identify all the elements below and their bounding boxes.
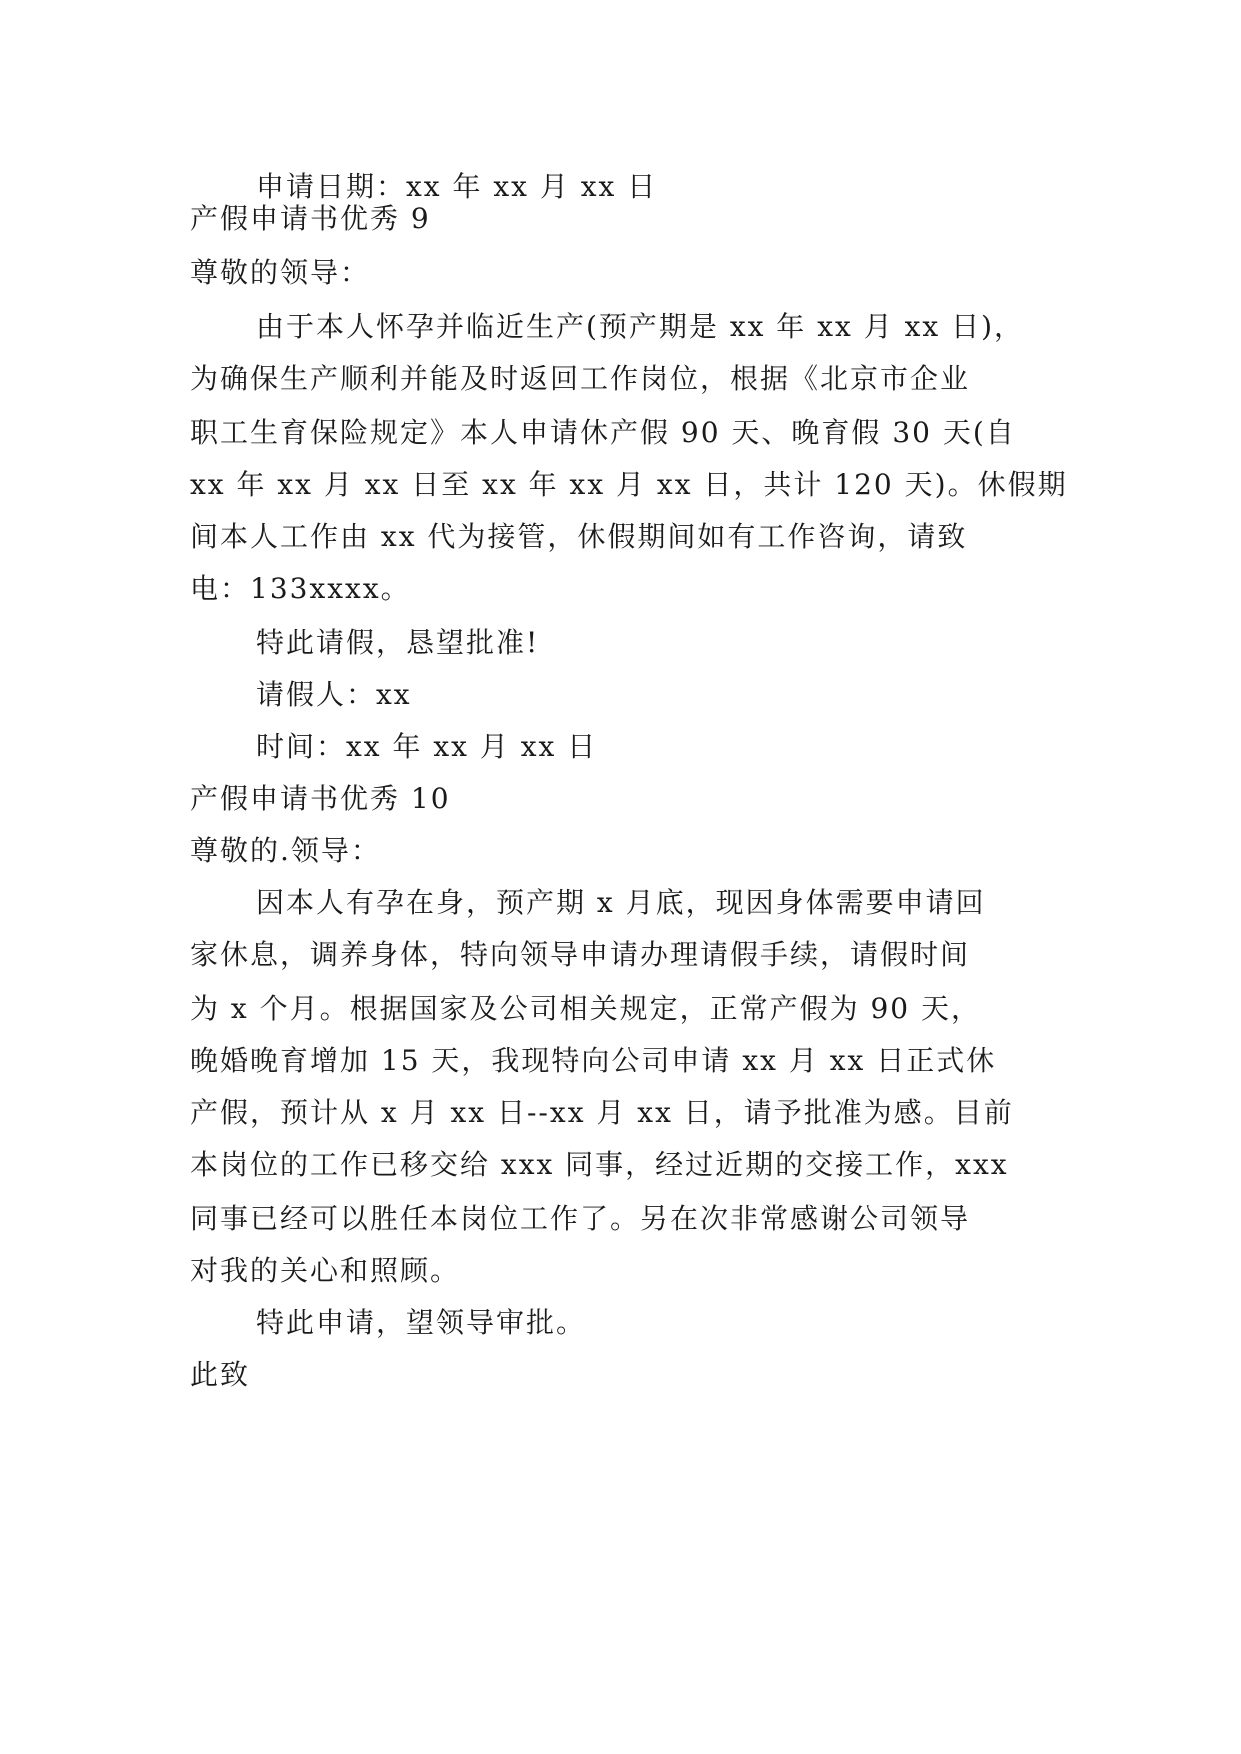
paragraph-line: 为确保生产顺利并能及时返回工作岗位，根据《北京市企业 [190,362,971,395]
salutation: 尊敬的.领导： [190,834,381,867]
applicant-name: 请假人：xx [256,678,412,711]
paragraph-line: 职工生育保险规定》本人申请休产假 90 天、晚育假 30 天(自 [190,416,1016,449]
paragraph-line: 同事已经可以胜任本岗位工作了。另在次非常感谢公司领导 [190,1202,971,1235]
paragraph-line: 产假，预计从 x 月 xx 日--xx 月 xx 日，请予批准为感。目前 [190,1096,1014,1129]
closing-request: 特此请假，恳望批准! [256,626,540,659]
paragraph-line: 家休息，调养身体，特向领导申请办理请假手续，请假时间 [190,938,971,971]
closing-request: 特此申请，望领导审批。 [256,1306,587,1339]
paragraph-line: 因本人有孕在身，预产期 x 月底，现因身体需要申请回 [256,886,986,919]
paragraph-line: 间本人工作由 xx 代为接管，休假期间如有工作咨询，请致 [190,520,968,553]
section-heading-10: 产假申请书优秀 10 [190,782,451,815]
paragraph-line: xx 年 xx 月 xx 日至 xx 年 xx 月 xx 日，共计 120 天)。休假期 [190,468,1068,501]
paragraph-line: 对我的关心和照顾。 [190,1254,461,1287]
paragraph-line: 本岗位的工作已移交给 xxx 同事，经过近期的交接工作，xxx [190,1148,1009,1181]
paragraph-line: 由于本人怀孕并临近生产(预产期是 xx 年 xx 月 xx 日)， [256,310,1024,343]
application-date: 申请日期：xx 年 xx 月 xx 日 [256,170,658,203]
paragraph-line: 电：133xxxx。 [190,572,411,605]
closing-salutation: 此致 [190,1358,251,1391]
salutation: 尊敬的领导： [190,256,371,289]
date-line: 时间：xx 年 xx 月 xx 日 [256,730,598,763]
section-heading-9: 产假申请书优秀 9 [190,202,431,235]
paragraph-line: 晚婚晚育增加 15 天，我现特向公司申请 xx 月 xx 日正式休 [190,1044,997,1077]
paragraph-line: 为 x 个月。根据国家及公司相关规定，正常产假为 90 天， [190,992,982,1025]
